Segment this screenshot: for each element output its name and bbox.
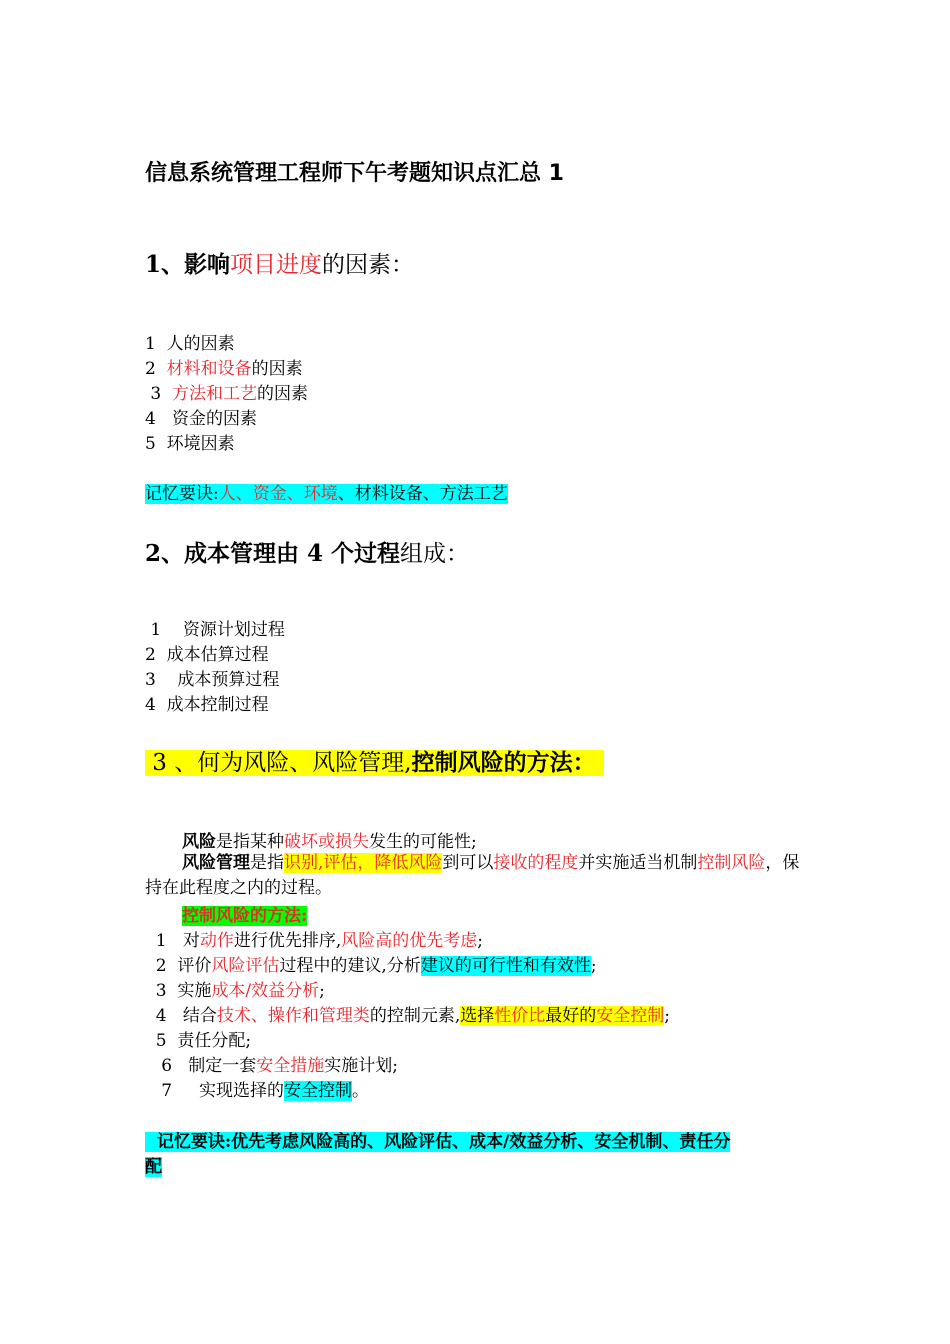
list-item: 4 成本控制过程 (145, 695, 269, 715)
list-item: 1 资源计划过程 (145, 620, 285, 640)
list-item: 1 人的因素 (145, 334, 235, 354)
list-item: 2 评价风险评估过程中的建议,分析建议的可行性和有效性; (145, 956, 597, 976)
section-2-heading: 2、成本管理由 4 个过程组成： (145, 540, 470, 567)
methods-label: 控制风险的方法: (182, 906, 308, 926)
list-item: 2 成本估算过程 (145, 645, 269, 665)
risk-management-definition: 风险管理是指识别,评估，降低风险到可以接收的程度并实施适当机制控制风险，保持在此程度之内的过程。 (145, 853, 800, 898)
list-item: 6 制定一套安全措施实施计划; (145, 1056, 398, 1076)
memo-line: 记忆要诀:人、资金、环境、材料设备、方法工艺 (145, 484, 508, 504)
list-item: 4 结合技术、操作和管理类的控制元素,选择性价比最好的安全控制; (145, 1006, 670, 1026)
section-1-heading: 1、影响项目进度的因素： (145, 251, 415, 278)
risk-definition: 风险是指某种破坏或损失发生的可能性; (182, 832, 477, 852)
list-item: 5 环境因素 (145, 434, 235, 454)
list-item: 3 成本预算过程 (145, 670, 280, 690)
list-item: 7 实现选择的安全控制。 (145, 1081, 370, 1101)
section-3-heading: 3 、何为风险、风险管理,控制风险的方法： (145, 749, 604, 776)
document-title: 信息系统管理工程师下午考题知识点汇总 1 (145, 161, 564, 186)
list-item: 1 对动作进行优先排序,风险高的优先考虑; (145, 931, 483, 951)
list-item: 4 资金的因素 (145, 409, 258, 429)
memo-line: 记忆要诀:优先考虑风险高的、风险评估、成本/效益分析、安全机制、责任分 (145, 1132, 731, 1152)
memo-line-continued: 配 (145, 1157, 162, 1177)
list-item: 2 材料和设备的因素 (145, 359, 303, 379)
list-item: 5 责任分配; (145, 1031, 252, 1051)
list-item: 3 方法和工艺的因素 (145, 384, 309, 404)
list-item: 3 实施成本/效益分析; (145, 981, 325, 1001)
